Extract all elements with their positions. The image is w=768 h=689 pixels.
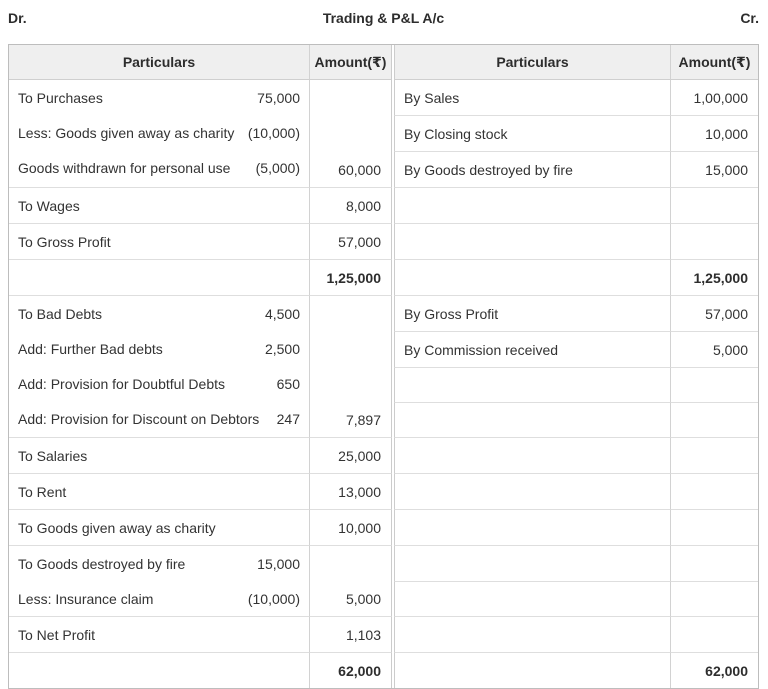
ledger-line <box>9 150 309 185</box>
total-amount-cell <box>310 260 392 296</box>
entry-label: Goods withdrawn for personal use <box>18 159 231 176</box>
total-amount: 1,25,000 <box>693 269 748 286</box>
amount-cell-empty <box>671 474 758 510</box>
particulars-cell <box>9 510 310 546</box>
particulars-cell-empty <box>9 653 310 688</box>
inline-amount: 15,000 <box>257 555 300 572</box>
amount-cell-empty <box>671 403 758 438</box>
column-header-particulars-right: Particulars <box>394 45 671 80</box>
amount-cell <box>310 546 392 617</box>
ledger-line <box>9 331 309 366</box>
particulars-cell-empty <box>394 403 671 438</box>
inline-amount: 4,500 <box>264 305 300 322</box>
entry-label: By Goods destroyed by fire <box>404 161 573 178</box>
particulars-cell <box>9 474 310 510</box>
entry-amount: 57,000 <box>338 233 381 250</box>
amount-cell <box>310 188 392 224</box>
entry-label: To Goods given away as charity <box>18 519 216 536</box>
table-row <box>9 296 758 332</box>
ledger-line <box>9 401 309 436</box>
entry-label: Add: Provision for Doubtful Debts <box>18 375 225 392</box>
inline-amount: (10,000) <box>247 590 300 607</box>
cr-label: Cr. <box>740 9 759 26</box>
amount-cell <box>671 116 758 152</box>
inline-amount: 650 <box>276 375 300 392</box>
entry-label: To Wages <box>18 197 80 214</box>
inline-amount: (10,000) <box>247 124 300 141</box>
particulars-cell <box>9 224 310 260</box>
amount-cell <box>310 296 392 438</box>
particulars-cell-empty <box>394 653 671 688</box>
particulars-cell <box>9 438 310 474</box>
entry-label: To Gross Profit <box>18 233 111 250</box>
entry-amount: 5,000 <box>712 341 748 358</box>
particulars-cell-empty <box>394 438 671 474</box>
entry-amount: 10,000 <box>705 125 748 142</box>
entry-amount: 60,000 <box>338 161 381 178</box>
particulars-cell-empty <box>394 617 671 653</box>
entry-label: By Gross Profit <box>404 305 499 322</box>
particulars-cell-empty <box>394 224 671 260</box>
entry-amount: 1,103 <box>345 626 381 643</box>
particulars-cell-empty <box>394 546 671 582</box>
amount-cell-empty <box>671 368 758 403</box>
table-row <box>9 438 758 474</box>
entry-label: To Rent <box>18 483 67 500</box>
amount-cell-empty <box>671 582 758 618</box>
amount-cell <box>310 438 392 474</box>
inline-amount: 2,500 <box>264 340 300 357</box>
ledger-line <box>9 80 309 115</box>
particulars-cell-empty <box>394 474 671 510</box>
entry-label: By Commission received <box>404 341 559 358</box>
entry-amount: 1,00,000 <box>693 89 748 106</box>
inline-amount: 247 <box>276 410 300 427</box>
account-title: Trading & P&L A/c <box>322 9 445 26</box>
amount-cell <box>310 617 392 653</box>
particulars-cell-bad-debts-group <box>9 296 310 438</box>
particulars-cell-purchases-group <box>9 80 310 188</box>
amount-cell <box>671 296 758 332</box>
entry-label: To Bad Debts <box>18 305 103 322</box>
entry-amount: 13,000 <box>338 483 381 500</box>
inline-amount: 75,000 <box>257 89 300 106</box>
particulars-cell-empty <box>394 188 671 224</box>
total-amount-cell <box>671 260 758 296</box>
amount-cell <box>671 152 758 188</box>
account-title-bar <box>8 0 759 44</box>
table-row <box>9 188 758 224</box>
entry-label: Less: Insurance claim <box>18 590 154 607</box>
ledger-line <box>9 581 309 616</box>
amount-cell <box>671 80 758 116</box>
table-row <box>9 546 758 582</box>
amount-cell <box>310 474 392 510</box>
dr-label: Dr. <box>8 9 27 26</box>
inline-amount: (5,000) <box>255 159 300 176</box>
particulars-cell-empty <box>394 582 671 618</box>
entry-amount: 8,000 <box>345 197 381 214</box>
column-header-amount-left: Amount(₹) <box>310 45 392 80</box>
particulars-cell <box>394 152 671 188</box>
total-amount-cell <box>310 653 392 688</box>
trading-pl-table <box>8 44 759 689</box>
entry-label: To Salaries <box>18 447 88 464</box>
particulars-cell-empty <box>394 368 671 403</box>
column-header-amount-right: Amount(₹) <box>671 45 758 80</box>
amount-cell <box>671 332 758 368</box>
particulars-cell-fire-group <box>9 546 310 617</box>
total-row <box>9 260 758 296</box>
entry-amount: 15,000 <box>705 161 748 178</box>
amount-cell <box>310 80 392 188</box>
total-amount: 62,000 <box>705 662 748 679</box>
entry-label: Add: Further Bad debts <box>18 340 163 357</box>
particulars-cell <box>394 296 671 332</box>
particulars-cell <box>9 617 310 653</box>
table-row <box>9 224 758 260</box>
amount-cell <box>310 224 392 260</box>
table-row <box>9 617 758 653</box>
column-header-particulars-left: Particulars <box>9 45 310 80</box>
entry-label: To Net Profit <box>18 626 96 643</box>
entry-amount: 25,000 <box>338 447 381 464</box>
entry-amount: 7,897 <box>345 411 381 428</box>
table-row <box>9 80 758 116</box>
particulars-cell <box>394 332 671 368</box>
ledger-line <box>9 115 309 150</box>
entry-amount: 10,000 <box>338 519 381 536</box>
ledger-line <box>9 296 309 331</box>
ledger-line <box>9 546 309 581</box>
total-row <box>9 653 758 688</box>
amount-cell-empty <box>671 224 758 260</box>
entry-amount: 57,000 <box>705 305 748 322</box>
entry-label: By Closing stock <box>404 125 508 142</box>
particulars-cell <box>9 188 310 224</box>
amount-cell-empty <box>671 188 758 224</box>
total-amount-cell <box>671 653 758 688</box>
particulars-cell-empty <box>394 260 671 296</box>
particulars-cell <box>394 80 671 116</box>
ledger-line <box>9 366 309 401</box>
total-amount: 62,000 <box>338 662 381 679</box>
entry-label: To Goods destroyed by fire <box>18 555 186 572</box>
particulars-cell-empty <box>394 510 671 546</box>
particulars-cell <box>394 116 671 152</box>
amount-cell-empty <box>671 546 758 582</box>
particulars-cell-empty <box>9 260 310 296</box>
entry-label: Less: Goods given away as charity <box>18 124 235 141</box>
entry-amount: 5,000 <box>345 590 381 607</box>
amount-cell <box>310 510 392 546</box>
table-row <box>9 474 758 510</box>
total-amount: 1,25,000 <box>326 269 381 286</box>
table-header-row <box>9 45 758 80</box>
entry-label: Add: Provision for Discount on Debtors <box>18 410 260 427</box>
table-row <box>9 510 758 546</box>
entry-label: To Purchases <box>18 89 103 106</box>
amount-cell-empty <box>671 617 758 653</box>
amount-cell-empty <box>671 438 758 474</box>
amount-cell-empty <box>671 510 758 546</box>
entry-label: By Sales <box>404 89 460 106</box>
